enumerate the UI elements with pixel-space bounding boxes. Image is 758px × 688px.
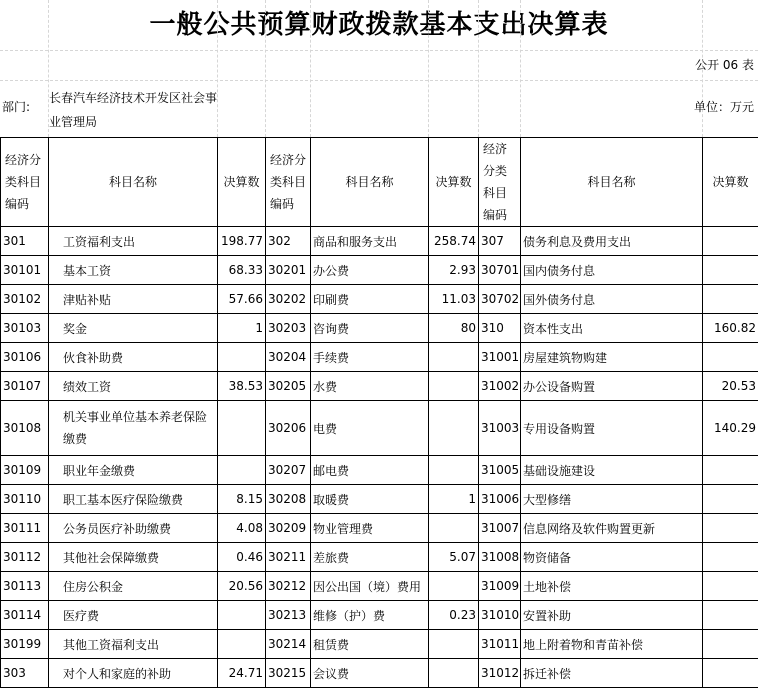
col1-code-cell: 30113: [1, 572, 49, 601]
col3-name-cell: 信息网络及软件购置更新: [521, 514, 703, 543]
col3-name-cell: 大型修缮: [521, 485, 703, 514]
col3-name-cell: 专用设备购置: [521, 401, 703, 456]
col2-code-cell: 30208: [266, 485, 311, 514]
header-name: 科目名称: [49, 138, 218, 227]
col2-amount-cell: [429, 572, 479, 601]
col3-code-cell: 310: [479, 314, 521, 343]
col1-amount-cell: 0.46: [218, 543, 266, 572]
col3-amount-cell: [703, 630, 758, 659]
department-label: 部门:: [2, 99, 30, 115]
col3-amount-cell: [703, 572, 758, 601]
col3-code-cell: 307: [479, 227, 521, 256]
col3-amount-cell: [703, 456, 758, 485]
header-amount: 决算数: [429, 138, 479, 227]
col3-name-cell: 物资储备: [521, 543, 703, 572]
header-amount: 决算数: [703, 138, 758, 227]
col2-name-cell: 取暖费: [311, 485, 429, 514]
col1-name-cell: 医疗费: [49, 601, 218, 630]
unit-label: 单位：万元: [694, 99, 754, 115]
col1-amount-cell: 8.15: [218, 485, 266, 514]
col2-amount-cell: 258.74: [429, 227, 479, 256]
col1-name-cell: 工资福利支出: [49, 227, 218, 256]
col1-amount-cell: 68.33: [218, 256, 266, 285]
col2-name-cell: 邮电费: [311, 456, 429, 485]
col2-code-cell: 30212: [266, 572, 311, 601]
col3-code-cell: 31001: [479, 343, 521, 372]
col3-code-cell: 31011: [479, 630, 521, 659]
col3-amount-cell: [703, 601, 758, 630]
col2-amount-cell: [429, 401, 479, 456]
table-row: [1, 227, 758, 256]
header-name: 科目名称: [311, 138, 429, 227]
table-row: [1, 256, 758, 285]
table-row: [1, 372, 758, 401]
col1-amount-cell: 1: [218, 314, 266, 343]
col1-code-cell: 30107: [1, 372, 49, 401]
col3-name-cell: 债务利息及费用支出: [521, 227, 703, 256]
col3-amount-cell: [703, 543, 758, 572]
col3-code-cell: 31009: [479, 572, 521, 601]
col3-amount-cell: [703, 485, 758, 514]
col3-amount-cell: 20.53: [703, 372, 758, 401]
col2-amount-cell: [429, 630, 479, 659]
col3-name-cell: 安置补助: [521, 601, 703, 630]
header-code: 经济分类科目编码: [266, 138, 311, 227]
table-row: [1, 514, 758, 543]
col1-code-cell: 30109: [1, 456, 49, 485]
col3-amount-cell: 140.29: [703, 401, 758, 456]
col2-name-cell: 物业管理费: [311, 514, 429, 543]
col1-amount-cell: 20.56: [218, 572, 266, 601]
col2-code-cell: 30211: [266, 543, 311, 572]
col1-amount-cell: [218, 601, 266, 630]
col2-code-cell: 30207: [266, 456, 311, 485]
col2-amount-cell: 0.23: [429, 601, 479, 630]
col1-code-cell: 30110: [1, 485, 49, 514]
table-row: [1, 343, 758, 372]
col1-name-cell: 绩效工资: [49, 372, 218, 401]
col2-name-cell: 印刷费: [311, 285, 429, 314]
header-code: 经济分类科目编码: [1, 138, 49, 227]
col1-amount-cell: 198.77: [218, 227, 266, 256]
col3-code-cell: 31007: [479, 514, 521, 543]
col2-code-cell: 30203: [266, 314, 311, 343]
col1-code-cell: 303: [1, 659, 49, 688]
col1-code-cell: 30111: [1, 514, 49, 543]
col3-code-cell: 31005: [479, 456, 521, 485]
col1-code-cell: 30112: [1, 543, 49, 572]
col1-amount-cell: [218, 401, 266, 456]
col2-amount-cell: 2.93: [429, 256, 479, 285]
col2-code-cell: 30206: [266, 401, 311, 456]
col2-name-cell: 水费: [311, 372, 429, 401]
col1-code-cell: 30106: [1, 343, 49, 372]
col2-amount-cell: 80: [429, 314, 479, 343]
col3-code-cell: 31008: [479, 543, 521, 572]
col3-amount-cell: [703, 256, 758, 285]
col1-amount-cell: 38.53: [218, 372, 266, 401]
table-row: [1, 285, 758, 314]
col2-code-cell: 30213: [266, 601, 311, 630]
col3-code-cell: 31010: [479, 601, 521, 630]
col3-name-cell: 基础设施建设: [521, 456, 703, 485]
col2-name-cell: 电费: [311, 401, 429, 456]
col2-code-cell: 30209: [266, 514, 311, 543]
col3-name-cell: 办公设备购置: [521, 372, 703, 401]
col3-name-cell: 土地补偿: [521, 572, 703, 601]
col3-name-cell: 拆迁补偿: [521, 659, 703, 688]
col2-name-cell: 手续费: [311, 343, 429, 372]
col2-code-cell: 30201: [266, 256, 311, 285]
col1-amount-cell: 57.66: [218, 285, 266, 314]
col3-code-cell: 30702: [479, 285, 521, 314]
col1-name-cell: 机关事业单位基本养老保险缴费: [49, 401, 218, 456]
expenditure-table: [0, 137, 758, 688]
col2-name-cell: 租赁费: [311, 630, 429, 659]
col1-name-cell: 伙食补助费: [49, 343, 218, 372]
table-row: [1, 543, 758, 572]
col3-name-cell: 房屋建筑物购建: [521, 343, 703, 372]
col3-amount-cell: [703, 343, 758, 372]
col3-code-cell: 31003: [479, 401, 521, 456]
col3-name-cell: 资本性支出: [521, 314, 703, 343]
col2-name-cell: 维修（护）费: [311, 601, 429, 630]
col2-name-cell: 差旅费: [311, 543, 429, 572]
col2-name-cell: 商品和服务支出: [311, 227, 429, 256]
col3-amount-cell: [703, 659, 758, 688]
col3-code-cell: 30701: [479, 256, 521, 285]
col2-code-cell: 30205: [266, 372, 311, 401]
col1-amount-cell: [218, 456, 266, 485]
table-row: [1, 630, 758, 659]
col2-amount-cell: 11.03: [429, 285, 479, 314]
table-row: [1, 456, 758, 485]
col2-name-cell: 咨询费: [311, 314, 429, 343]
header-name: 科目名称: [521, 138, 703, 227]
table-row: [1, 572, 758, 601]
col2-amount-cell: 5.07: [429, 543, 479, 572]
col2-amount-cell: [429, 372, 479, 401]
col1-code-cell: 301: [1, 227, 49, 256]
col1-name-cell: 津贴补贴: [49, 285, 218, 314]
col1-name-cell: 住房公积金: [49, 572, 218, 601]
col2-amount-cell: [429, 659, 479, 688]
col3-name-cell: 国内债务付息: [521, 256, 703, 285]
col2-name-cell: 因公出国（境）费用: [311, 572, 429, 601]
col2-code-cell: 30215: [266, 659, 311, 688]
col2-code-cell: 302: [266, 227, 311, 256]
col2-name-cell: 办公费: [311, 256, 429, 285]
col1-amount-cell: [218, 343, 266, 372]
col3-code-cell: 31002: [479, 372, 521, 401]
table-number: 公开 06 表: [695, 56, 754, 74]
col2-amount-cell: 1: [429, 485, 479, 514]
col1-name-cell: 职工基本医疗保险缴费: [49, 485, 218, 514]
header-row: [1, 138, 758, 227]
col1-code-cell: 30199: [1, 630, 49, 659]
table-row: [1, 314, 758, 343]
col3-amount-cell: [703, 227, 758, 256]
col1-amount-cell: 4.08: [218, 514, 266, 543]
header-code: 经济分类科目编码: [479, 138, 521, 227]
header-amount: 决算数: [218, 138, 266, 227]
col1-code-cell: 30101: [1, 256, 49, 285]
col2-name-cell: 会议费: [311, 659, 429, 688]
col3-name-cell: 地上附着物和青苗补偿: [521, 630, 703, 659]
col2-amount-cell: [429, 456, 479, 485]
col3-name-cell: 国外债务付息: [521, 285, 703, 314]
report-title: 一般公共预算财政拨款基本支出决算表: [0, 0, 758, 50]
col2-code-cell: 30214: [266, 630, 311, 659]
col2-amount-cell: [429, 514, 479, 543]
col2-code-cell: 30204: [266, 343, 311, 372]
table-row: [1, 485, 758, 514]
col3-code-cell: 31012: [479, 659, 521, 688]
col1-name-cell: 基本工资: [49, 256, 218, 285]
col1-amount-cell: [218, 630, 266, 659]
table-row: [1, 601, 758, 630]
table-row: [1, 401, 758, 456]
col2-code-cell: 30202: [266, 285, 311, 314]
col1-name-cell: 对个人和家庭的补助: [49, 659, 218, 688]
col1-name-cell: 奖金: [49, 314, 218, 343]
col1-name-cell: 其他社会保障缴费: [49, 543, 218, 572]
col3-amount-cell: [703, 514, 758, 543]
col1-name-cell: 职业年金缴费: [49, 456, 218, 485]
department-name: 长春汽车经济技术开发区社会事业管理局: [49, 86, 217, 134]
col1-name-cell: 其他工资福利支出: [49, 630, 218, 659]
col1-name-cell: 公务员医疗补助缴费: [49, 514, 218, 543]
col1-amount-cell: 24.71: [218, 659, 266, 688]
col1-code-cell: 30103: [1, 314, 49, 343]
col1-code-cell: 30108: [1, 401, 49, 456]
table-row: [1, 659, 758, 688]
table-body: [1, 138, 758, 688]
col1-code-cell: 30102: [1, 285, 49, 314]
col3-code-cell: 31006: [479, 485, 521, 514]
col1-code-cell: 30114: [1, 601, 49, 630]
col3-amount-cell: [703, 285, 758, 314]
col3-amount-cell: 160.82: [703, 314, 758, 343]
col2-amount-cell: [429, 343, 479, 372]
